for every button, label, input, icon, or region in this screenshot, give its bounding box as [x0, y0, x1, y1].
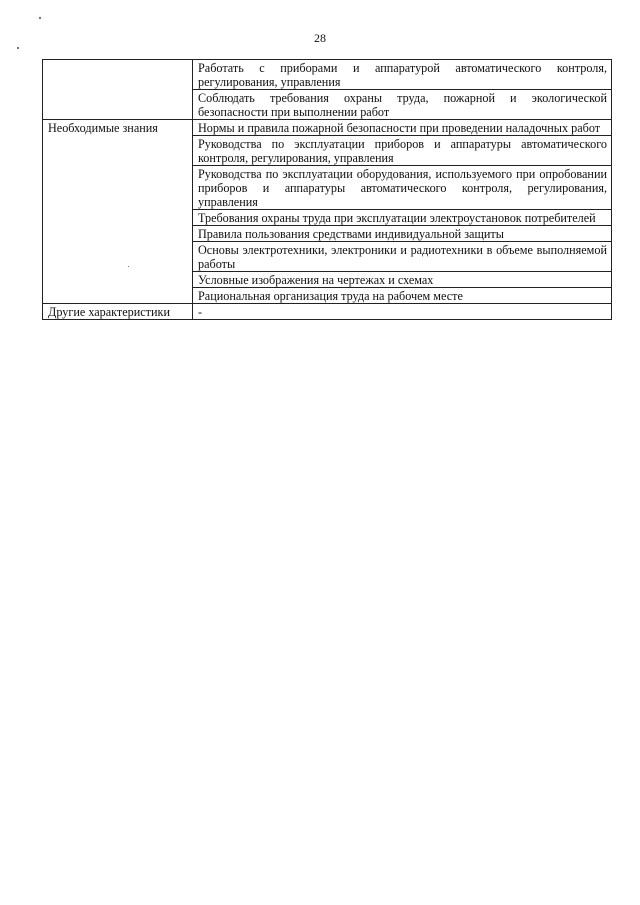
table-cell-empty — [43, 60, 193, 120]
scan-speck — [39, 17, 41, 19]
knowledge-item: Требования охраны труда при эксплуатации электроустановок потребителей — [193, 210, 612, 226]
other-characteristics-label: Другие характеристики — [43, 304, 193, 320]
knowledge-item: Руководства по эксплуатации оборудования, используемого при опробовании приборов и аппаратуры автоматического контроля, регулирования, управления — [193, 166, 612, 210]
knowledge-item: Основы электротехники, электроники и радиотехники в объеме выполняемой работы — [193, 242, 612, 272]
table-cell-skill: Работать с приборами и аппаратурой автоматического контроля, регулирования, управления — [193, 60, 612, 90]
scan-speck — [128, 266, 129, 267]
table-row — [43, 60, 612, 90]
scan-speck — [17, 47, 19, 49]
table-row — [43, 304, 612, 320]
knowledge-item: Правила пользования средствами индивидуальной защиты — [193, 226, 612, 242]
knowledge-label: Необходимые знания — [43, 120, 193, 304]
knowledge-item: Условные изображения на чертежах и схемах — [193, 272, 612, 288]
knowledge-item: Руководства по эксплуатации приборов и аппаратуры автоматического контроля, регулирования, управления — [193, 136, 612, 166]
page-number: 28 — [314, 31, 326, 45]
table-cell-skill: Соблюдать требования охраны труда, пожарной и экологической безопасности при выполнении работ — [193, 90, 612, 120]
knowledge-item: Нормы и правила пожарной безопасности при проведении наладочных работ — [193, 120, 612, 136]
table-row — [43, 120, 612, 136]
knowledge-item: Рациональная организация труда на рабочем месте — [193, 288, 612, 304]
other-characteristics-value: - — [193, 304, 612, 320]
qualification-table — [42, 59, 612, 320]
